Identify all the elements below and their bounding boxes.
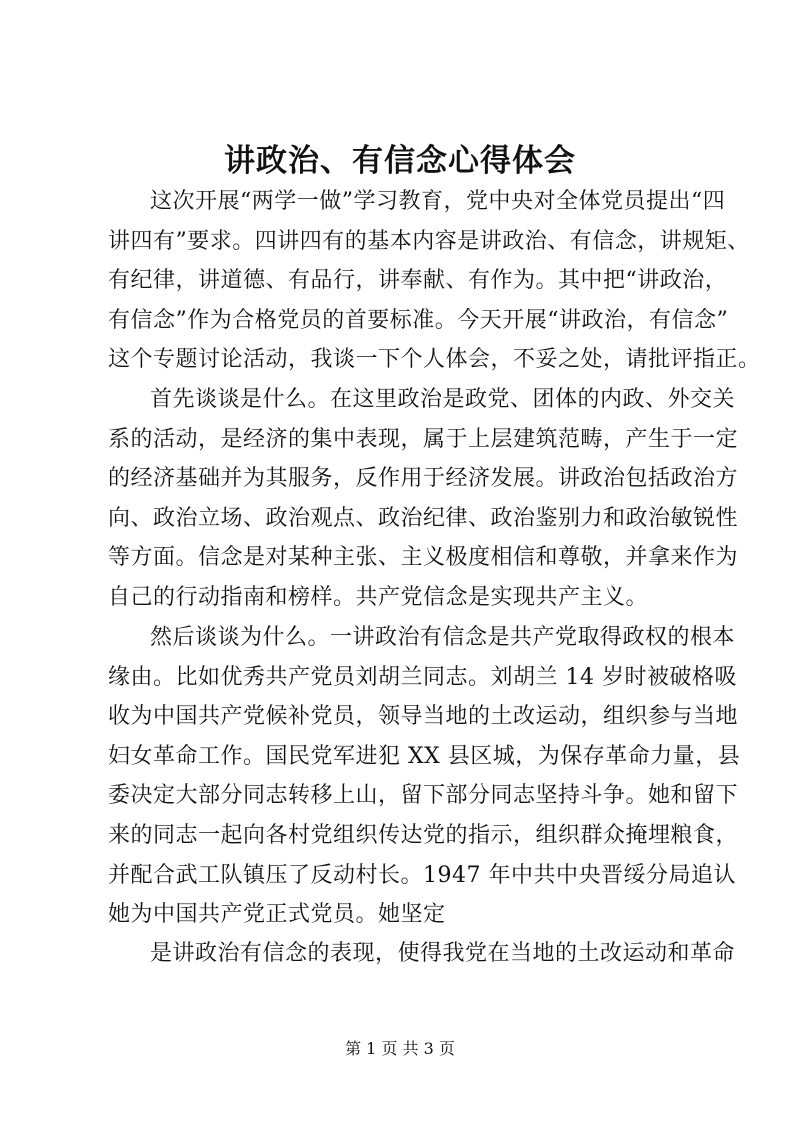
text-line: 等方面。信念是对某种主张、主义极度相信和尊敬，并拿来作为 (108, 545, 739, 571)
page-title: 讲政治、有信念心得体会 (224, 143, 576, 179)
text-line: 这个专题讨论活动，我谈一下个人体会，不妥之处，请批评指正。 (108, 347, 761, 373)
text-line: 这次开展“两学一做”学习教育，党中央对全体党员提出“四 (150, 189, 726, 214)
text-line: 并配合武工队镇压了反动村长。1947 年中共中央晋绥分局追认 (108, 862, 736, 888)
text-line: 来的同志一起向各村党组织传达党的指示，组织群众掩埋粮食， (108, 822, 739, 848)
text-line: 有信念”作为合格党员的首要标准。今天开展“讲政治，有信念” (108, 307, 729, 333)
text-line: 向、政治立场、政治观点、政治纪律、政治鉴别力和政治敏锐性 (108, 505, 739, 531)
text-line: 妇女革命工作。国民党军进犯 XX 县区城，为保存革命力量，县 (108, 743, 741, 769)
text-line: 自己的行动指南和榜样。共产党信念是实现共产主义。 (108, 584, 649, 610)
text-line: 委决定大部分同志转移上山，留下部分同志坚持斗争。她和留下 (108, 783, 739, 809)
paragraph-continuation (108, 934, 736, 974)
text-line: 缘由。比如优秀共产党员刘胡兰同志。刘胡兰 14 岁时被破格吸 (108, 664, 737, 690)
text-line: 收为中国共产党候补党员，领导当地的土改运动，组织参与当地 (108, 704, 739, 730)
text-line: 她为中国共产党正式党员。她坚定 (108, 902, 446, 928)
page-footer: 第 1 页 共 3 页 (345, 1039, 455, 1058)
text-line: 讲四有”要求。四讲四有的基本内容是讲政治、有信念，讲规矩、 (108, 228, 750, 254)
paragraph-what (108, 380, 739, 618)
text-line: 然后谈谈为什么。一讲政治有信念是共产党取得政权的根本 (150, 625, 736, 650)
text-line: 是讲政治有信念的表现，使得我党在当地的土改运动和革命 (150, 941, 736, 966)
text-line: 首先谈谈是什么。在这里政治是政党、团体的内政、外交关 (150, 387, 736, 412)
text-line: 系的活动，是经济的集中表现，属于上层建筑范畴，产生于一定 (108, 426, 739, 452)
paragraph-why (108, 618, 741, 935)
text-line: 有纪律，讲道德、有品行，讲奉献、有作为。其中把“讲政治， (108, 268, 728, 294)
paragraph-intro (108, 182, 761, 380)
text-line: 的经济基础并为其服务，反作用于经济发展。讲政治包括政治方 (108, 466, 739, 492)
